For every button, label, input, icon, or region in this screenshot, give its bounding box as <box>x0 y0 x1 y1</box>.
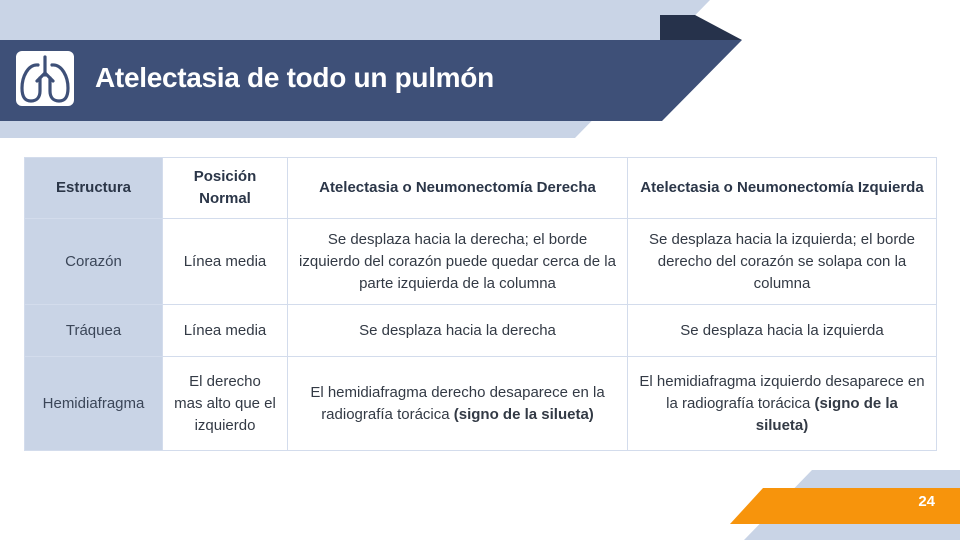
table-row <box>25 357 937 451</box>
row-label-heart: Corazón <box>25 219 163 305</box>
row-label-trachea: Tráquea <box>25 305 163 357</box>
slide-title: Atelectasia de todo un pulmón <box>95 62 494 93</box>
table-row <box>25 305 937 357</box>
header-normal-position: Posición Normal <box>163 158 288 219</box>
cell-left <box>628 357 937 451</box>
cell-emphasis: (signo de la silueta) <box>755 394 898 434</box>
cell-text: El hemidiafragma derecho desaparece en la radiografía torácica <box>310 383 605 423</box>
cell-left: Se desplaza hacia la izquierda <box>628 305 937 357</box>
header-structure: Estructura <box>25 158 163 219</box>
cell-normal: Línea media <box>163 219 288 305</box>
row-label-hemidiaphragm: Hemidiafragma <box>25 357 163 451</box>
page-number: 24 <box>918 493 935 510</box>
cell-right <box>288 357 628 451</box>
cell-normal: Línea media <box>163 305 288 357</box>
table-row <box>25 219 937 305</box>
cell-right: Se desplaza hacia la derecha <box>288 305 628 357</box>
cell-text: El hemidiafragma izquierdo desaparece en la radiografía torácica <box>639 372 925 412</box>
table-header-row <box>25 158 937 219</box>
lungs-icon <box>16 51 74 106</box>
comparison-table <box>24 157 937 451</box>
cell-right: Se desplaza hacia la derecha; el borde izquierdo del corazón puede quedar cerca de la parte izquierda de la columna <box>288 219 628 305</box>
cell-emphasis: (signo de la silueta) <box>453 405 594 423</box>
title-banner-dark-tip <box>660 15 742 40</box>
cell-normal: El derecho mas alto que el izquierdo <box>163 357 288 451</box>
header-left-atelectasis: Atelectasia o Neumonectomía Izquierda <box>628 158 937 219</box>
header-right-atelectasis: Atelectasia o Neumonectomía Derecha <box>288 158 628 219</box>
cell-left: Se desplaza hacia la izquierda; el borde derecho del corazón se solapa con la columna <box>628 219 937 305</box>
